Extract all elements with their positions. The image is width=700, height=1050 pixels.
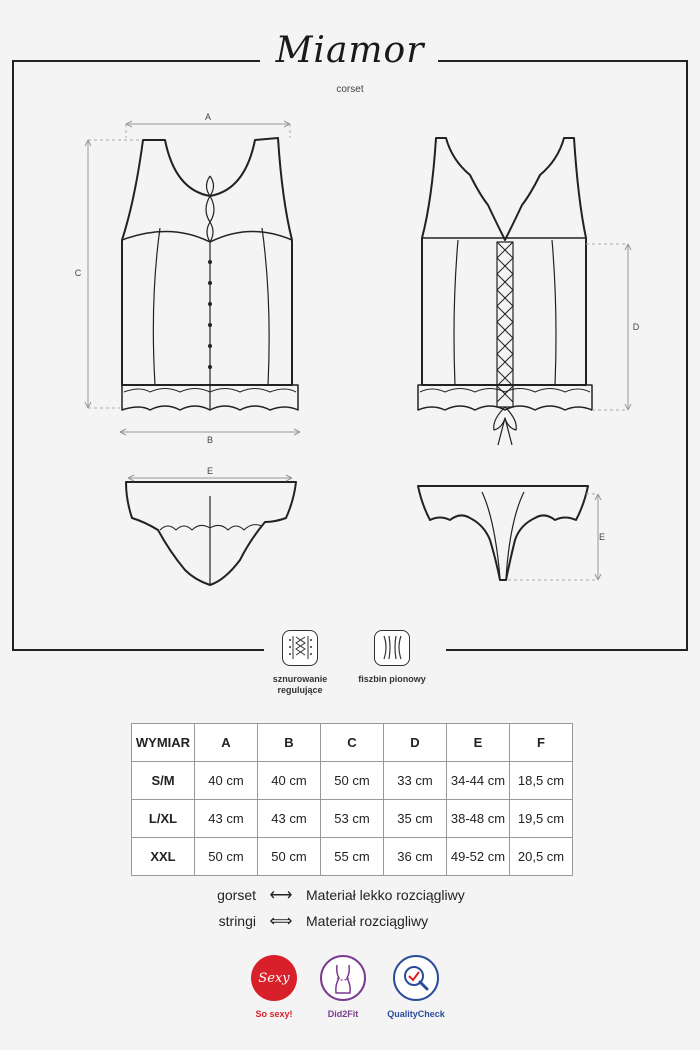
table-cell: 34-44 cm: [447, 762, 510, 800]
dimension-a-label: A: [204, 112, 212, 122]
quality-check-icon: [393, 955, 439, 1001]
header-cell: C: [321, 724, 384, 762]
size-cell: L/XL: [132, 800, 195, 838]
thong-back-drawing: [418, 486, 588, 580]
dimension-e-label-back: E: [598, 532, 606, 542]
stretch-arrow-icon: ⟺: [269, 913, 293, 930]
feature-boning: [347, 630, 437, 685]
material-gorset: [190, 885, 465, 905]
feature-boning-label: fiszbin pionowy: [358, 674, 426, 684]
header-cell: WYMIAR: [132, 724, 195, 762]
table-cell: 33 cm: [384, 762, 447, 800]
table-cell: 38-48 cm: [447, 800, 510, 838]
badge-label: QualityCheck: [387, 1009, 445, 1019]
table-cell: 53 cm: [321, 800, 384, 838]
badge-label: So sexy!: [255, 1009, 293, 1019]
table-cell: 19,5 cm: [510, 800, 573, 838]
dimension-c-label: C: [74, 268, 82, 278]
badge-did2fit: [303, 955, 383, 1019]
feature-lacing-label: sznurowanie regulujące: [272, 674, 328, 695]
feature-lacing: [255, 630, 345, 696]
table-cell: 35 cm: [384, 800, 447, 838]
did2fit-icon: [320, 955, 366, 1001]
material-item-name: gorset: [217, 887, 256, 903]
table-cell: 36 cm: [384, 838, 447, 876]
header-cell: D: [384, 724, 447, 762]
material-item-name: stringi: [218, 913, 256, 929]
table-cell: 49-52 cm: [447, 838, 510, 876]
table-cell: 18,5 cm: [510, 762, 573, 800]
corset-back-drawing: [418, 138, 592, 445]
sexy-badge-text: Sexy: [258, 970, 290, 986]
badge-quality-check: [376, 955, 456, 1019]
thong-front-drawing: [126, 482, 296, 585]
table-cell: 20,5 cm: [510, 838, 573, 876]
table-cell: 40 cm: [195, 762, 258, 800]
lacing-icon: [282, 630, 318, 666]
dimension-e-label-front: E: [206, 466, 214, 476]
table-cell: 40 cm: [258, 762, 321, 800]
table-cell: 50 cm: [258, 838, 321, 876]
size-cell: S/M: [132, 762, 195, 800]
badge-label: Did2Fit: [327, 1009, 359, 1019]
table-row: [132, 838, 573, 876]
table-cell: 43 cm: [195, 800, 258, 838]
brand-logo: Miamor: [275, 30, 425, 71]
dimension-d-label: D: [632, 322, 640, 332]
sexy-badge-icon: [251, 955, 297, 1001]
table-row: [132, 762, 573, 800]
header-cell: A: [195, 724, 258, 762]
table-cell: 55 cm: [321, 838, 384, 876]
table-row: [132, 800, 573, 838]
header-cell: E: [447, 724, 510, 762]
material-description: Materiał lekko rozciągliwy: [306, 887, 465, 903]
header-cell: F: [510, 724, 573, 762]
table-cell: 50 cm: [321, 762, 384, 800]
material-description: Materiał rozciągliwy: [306, 913, 429, 929]
double-arrow-icon: ⟷: [269, 887, 293, 904]
size-cell: XXL: [132, 838, 195, 876]
table-cell: 50 cm: [195, 838, 258, 876]
table-cell: 43 cm: [258, 800, 321, 838]
vertical-boning-icon: [374, 630, 410, 666]
dimension-b-label: B: [206, 435, 214, 445]
material-stringi: [190, 911, 428, 931]
corset-front-drawing: [122, 138, 298, 410]
header-cell: B: [258, 724, 321, 762]
size-table: [131, 723, 573, 876]
badge-so-sexy: [234, 955, 314, 1019]
table-header-row: [132, 724, 573, 762]
product-subtitle: corset: [336, 84, 364, 95]
